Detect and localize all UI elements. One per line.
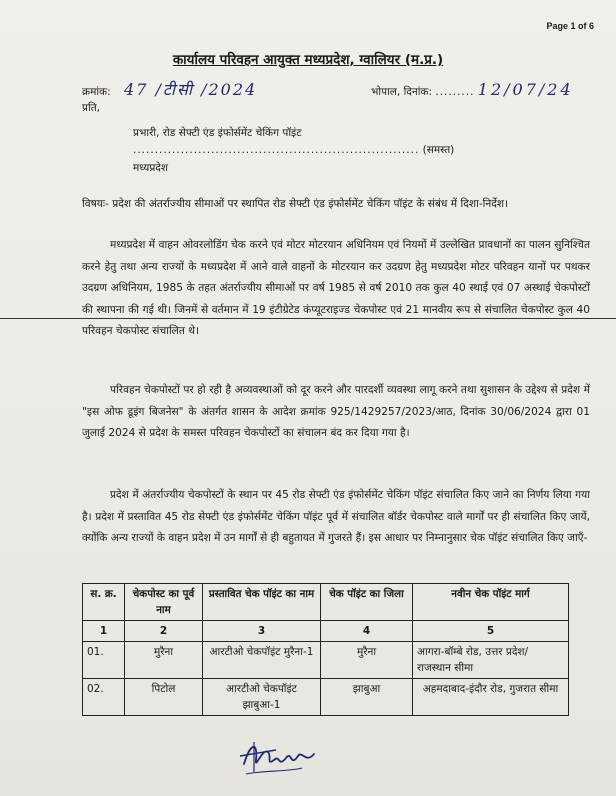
paragraph-1 bbox=[82, 235, 590, 343]
state-line: मध्यप्रदेश bbox=[133, 162, 169, 174]
paragraph-3 bbox=[82, 485, 590, 550]
addressee-samast: (समस्त) bbox=[422, 144, 455, 156]
date-line bbox=[371, 80, 574, 99]
col-number: 2 bbox=[125, 621, 203, 642]
ref-number-handwritten: 47 /टीसी /2024 bbox=[124, 80, 258, 99]
subject-line: विषयः- प्रदेश की अंतर्राज्यीय सीमाओं पर स्थापित रोड सेफ्टी एंड इंफोर्समेंट चेकिंग पॉइंट के संबंध में दिशा-निर्देश। bbox=[82, 198, 509, 210]
ref-line bbox=[82, 78, 257, 100]
header-old-name: चेकपोस्ट का पूर्व नाम bbox=[125, 584, 203, 621]
header-district: चेक पॉइंट का जिला bbox=[321, 584, 413, 621]
col-number: 3 bbox=[203, 621, 321, 642]
table-row bbox=[83, 679, 569, 716]
col-number: 5 bbox=[413, 621, 569, 642]
cell-route: अहमदाबाद-इंदौर रोड, गुजरात सीमा bbox=[413, 679, 569, 716]
col-number: 1 bbox=[83, 621, 125, 642]
cell-district: मुरैना bbox=[321, 642, 413, 679]
prati: प्रति, bbox=[82, 102, 101, 114]
table-header-row bbox=[83, 584, 569, 621]
checkpoint-table bbox=[82, 583, 569, 716]
cell-old-name: पिटोल bbox=[125, 679, 203, 716]
place-date-label: भोपाल, दिनांक: bbox=[371, 86, 433, 98]
strike-line bbox=[0, 318, 616, 319]
paragraph-2 bbox=[82, 380, 590, 445]
office-heading: कार्यालय परिवहन आयुक्त मध्यप्रदेश, ग्वालियर (म.प्र.) bbox=[172, 52, 444, 68]
table-number-row bbox=[83, 621, 569, 642]
header-route: नवीन चेक पॉइंट मार्ग bbox=[413, 584, 569, 621]
page-number: Page 1 of 6 bbox=[546, 21, 594, 31]
cell-proposed-name: आरटीओ चेकपॉइंट मुरैना-1 bbox=[203, 642, 321, 679]
paragraph-3-text: प्रदेश में अंतर्राज्यीय चेकपोस्टों के स्थान पर 45 रोड सेफ्टी एंड इंफोर्समेंट चेकिंग पॉइंट संचालित किए जाने का निर्णय लिया गया है। प्रदेश में प्रस्तावित 45 रोड सेफ्टी एंड इंफोर्समेंट चेकिंग पॉइंट पूर्व में संचालित बॉर्डर चेकपोस्ट वाले मार्गों पर ही संचालित किए जायें, क्योंकि अन्य राज्यों के वाहन प्रदेश में उन मार्गों से ही बहुतायत में गुजरते हैं। इस आधार पर निम्नानुसार चेक पॉइंट संचालित किए जाएँ- bbox=[82, 489, 590, 545]
paragraph-2-text: परिवहन चेकपोस्टों पर हो रही है अव्यवस्थाओं को दूर करने और पारदर्शी व्यवस्था लागू करने तथा सुशासन के उद्देश्य से प्रदेश में "इस ओफ डूइंग बिजनेस" के अंतर्गत शासन के आदेश क्रमांक 925/1429257/2023/आठ, दिनांक 30/06/2024 द्वारा 01 जुलाई 2024 से प्रदेश के समस्त परिवहन चेकपोस्टों का संचालन बंद कर दिया गया है। bbox=[82, 384, 590, 440]
cell-route: आगरा-बॉम्बे रोड, उत्तर प्रदेश/ राजस्थान सीमा bbox=[413, 642, 569, 679]
col-number: 4 bbox=[321, 621, 413, 642]
cell-serial: 02. bbox=[83, 679, 125, 716]
addressee-dots-line bbox=[133, 143, 454, 157]
ref-label: क्रमांक: bbox=[82, 86, 111, 98]
date-dots: ......... bbox=[435, 86, 475, 98]
cell-district: झाबुआ bbox=[321, 679, 413, 716]
date-handwritten: 12/07/24 bbox=[477, 80, 574, 99]
signature-image bbox=[236, 734, 336, 779]
cell-proposed-name: आरटीओ चेकपॉइंट झाबुआ-1 bbox=[203, 679, 321, 716]
cell-serial: 01. bbox=[83, 642, 125, 679]
addressee: प्रभारी, रोड सेफ्टी एंड इंफोर्समेंट चेकिंग पॉइंट bbox=[133, 127, 302, 139]
header-serial: स. क्र. bbox=[83, 584, 125, 621]
paragraph-1-text: मध्यप्रदेश में वाहन ओवरलोडिंग चेक करने एवं मोटर मोटरयान अधिनियम एवं नियमों में उल्लेखित प्रावधानों का पालन सुनिश्चित करने हेतु तथा अन्य राज्यों के मध्यप्रदेश में आने वाले वाहनों के मोटरयान कर उदग्रण हेतु मध्यप्रदेश मोटर परिवहन यानों पर पथकर उदग्रण अधिनियम, 1985 के तहत अंतर्राज्यीय सीमाओं पर वर्ष 1985 से वर्ष 2010 तक कुल 40 स्थाई एवं 07 अस्थाई चेकपोस्टों की स्थापना की गई थी। जिनमें से वर्तमान में 19 इंटीग्रेटेड कंप्यूटराइज्ड चेकपोस्ट एवं 21 मानवीय रूप से संचालित चेकपोस्ट कुल 40 परिवहन चेकपोस्ट संचालित थे। bbox=[82, 239, 590, 338]
header-proposed-name: प्रस्तावित चेक पॉइंट का नाम bbox=[203, 584, 321, 621]
cell-old-name: मुरैना bbox=[125, 642, 203, 679]
addressee-dots: .................................................................. bbox=[133, 144, 420, 156]
table-row bbox=[83, 642, 569, 679]
